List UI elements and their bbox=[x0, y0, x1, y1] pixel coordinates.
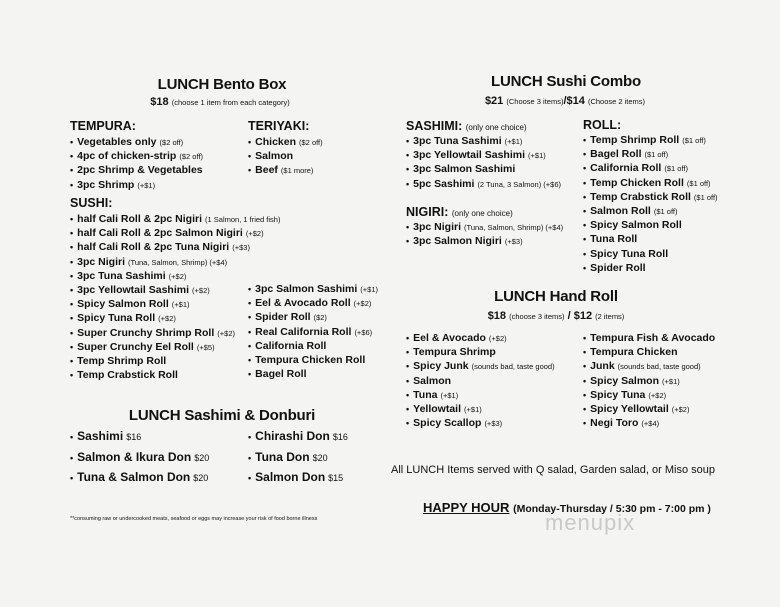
menu-item-note: (+$1) bbox=[440, 390, 459, 400]
menu-item bbox=[248, 282, 378, 296]
menu-item-name: Temp Shrimp Roll bbox=[590, 134, 680, 146]
menu-item-name: Tuna Don bbox=[255, 449, 310, 464]
menu-item-note: ($2 off) bbox=[179, 152, 203, 162]
handroll-price-2-note: (2 items) bbox=[595, 312, 625, 321]
combo-title: LUNCH Sushi Combo bbox=[491, 73, 641, 90]
sushi-list-right bbox=[248, 282, 378, 381]
combo-price bbox=[485, 95, 645, 107]
menu-item-name: 3pc Salmon Sashimi bbox=[413, 163, 516, 176]
menu-item-note: (+$2) bbox=[158, 314, 176, 324]
menu-item-name: Super Crunchy Shrimp Roll bbox=[77, 326, 215, 339]
menu-item-name: Eel & Avocado Roll bbox=[255, 297, 351, 310]
menu-item-name: half Cali Roll & 2pc Salmon Nigiri bbox=[77, 227, 243, 240]
menu-item-note: (+$2) bbox=[353, 299, 372, 309]
menu-item-note: ($1 off) bbox=[644, 150, 669, 160]
menu-item bbox=[248, 325, 378, 339]
handroll-price-2: $12 bbox=[573, 310, 593, 322]
menu-item-note: ($1 off) bbox=[686, 178, 711, 188]
sushi-header: SUSHI: bbox=[70, 196, 113, 210]
menu-item-name: Real California Roll bbox=[255, 325, 352, 338]
menu-item-note: (Tuna, Salmon, Shrimp) (+$4) bbox=[128, 257, 228, 267]
teriyaki-header: TERIYAKI: bbox=[248, 119, 310, 133]
combo-roll-header: ROLL: bbox=[583, 118, 622, 132]
menu-item-name: 5pc Sashimi bbox=[413, 177, 475, 190]
menu-item-name: Spicy Scallop bbox=[413, 417, 482, 430]
menu-item bbox=[583, 374, 715, 388]
menu-item-note: ($2) bbox=[313, 313, 327, 323]
menu-item-note: (+$2) bbox=[488, 334, 507, 343]
menu-item bbox=[583, 416, 715, 430]
menu-item-name: 3pc Tuna Sashimi bbox=[77, 269, 166, 282]
menu-item bbox=[583, 359, 715, 373]
handroll-list-left bbox=[406, 331, 555, 430]
donburi-list-right bbox=[248, 426, 348, 488]
menu-item-name: Spider Roll bbox=[255, 311, 311, 324]
menu-item bbox=[406, 374, 555, 388]
menu-item bbox=[70, 269, 280, 283]
menu-item bbox=[70, 212, 280, 226]
happy-hour-hours: (Monday-Thursday / 5:30 pm - 7:00 pm ) bbox=[513, 503, 711, 515]
menu-item bbox=[248, 353, 378, 367]
menu-item-note: (+$5) bbox=[196, 342, 215, 352]
menu-item-note: (sounds bad, taste good) bbox=[617, 362, 701, 372]
menu-item bbox=[406, 416, 555, 430]
menu-item-note: $16 bbox=[332, 432, 348, 442]
menu-item bbox=[406, 148, 561, 162]
menu-item bbox=[583, 331, 715, 345]
menu-item bbox=[248, 447, 348, 468]
menu-item-note: ($2 off) bbox=[299, 138, 323, 147]
donburi-title: LUNCH Sashimi & Donburi bbox=[128, 407, 316, 424]
combo-nigiri-header bbox=[406, 205, 513, 219]
menu-item-name: 3pc Yellowtail Sashimi bbox=[413, 149, 526, 162]
menu-item bbox=[583, 218, 718, 232]
bento-price-note: (choose 1 item from each category) bbox=[171, 98, 290, 107]
menu-item-name: 3pc Nigiri bbox=[77, 255, 126, 268]
menu-item-note: (+$1) bbox=[137, 180, 156, 190]
menu-item-name: half Cali Roll & 2pc Tuna Nigiri bbox=[77, 241, 230, 254]
donburi-list-left bbox=[70, 426, 209, 488]
menu-item bbox=[406, 177, 561, 191]
menu-item bbox=[70, 255, 280, 269]
bento-price-value: $18 bbox=[150, 96, 169, 108]
menu-item-note: (+$4) bbox=[641, 419, 660, 429]
menu-item bbox=[583, 190, 718, 204]
menu-item-note: ($1 off) bbox=[664, 164, 688, 174]
menu-item-name: Vegetables only bbox=[77, 136, 157, 148]
menu-item-name: 2pc Shrimp & Vegetables bbox=[77, 164, 203, 177]
combo-price-3-note: (Choose 3 items) bbox=[506, 97, 564, 106]
menu-item-name: Spider Roll bbox=[590, 261, 646, 274]
menu-item-note: (+$1) bbox=[504, 137, 523, 146]
menu-item-note: (+$2) bbox=[648, 390, 667, 400]
menu-item-name: Spicy Tuna Roll bbox=[590, 247, 669, 260]
handroll-price-3-note: (choose 3 items) bbox=[509, 312, 565, 321]
menu-item-name: Yellowtail bbox=[413, 402, 462, 415]
menu-item-name: Tuna & Salmon Don bbox=[77, 470, 191, 484]
bento-price bbox=[150, 96, 289, 108]
handroll-price-3: $18 bbox=[487, 310, 507, 322]
menu-item bbox=[406, 402, 555, 416]
menu-item-note: (+$3) bbox=[232, 243, 250, 253]
menu-item-note: $20 bbox=[312, 452, 328, 463]
combo-roll-list bbox=[583, 133, 718, 275]
menu-item-note: (+$1) bbox=[528, 151, 546, 161]
menu-item-name: Bagel Roll bbox=[255, 368, 307, 381]
disclaimer: **consuming raw or undercooked meats, seafood or eggs may increase your risk of food borne illness bbox=[70, 516, 318, 522]
menu-item-name: California Roll bbox=[255, 339, 327, 352]
menu-item-name: 3pc Salmon Nigiri bbox=[413, 235, 502, 248]
menu-item-note: (+$1) bbox=[171, 300, 190, 310]
watermark-logo: menupix bbox=[545, 510, 636, 535]
menu-item bbox=[70, 163, 203, 177]
menu-item bbox=[70, 426, 209, 447]
menu-item-note: (+$1) bbox=[464, 404, 482, 414]
menu-item bbox=[70, 226, 280, 240]
menu-item-name: 3pc Yellowtail Sashimi bbox=[77, 283, 190, 296]
menu-item bbox=[248, 467, 348, 488]
menu-item-note: ($1 off) bbox=[693, 192, 718, 202]
menu-item bbox=[583, 232, 718, 246]
menu-item bbox=[583, 261, 718, 275]
menu-item bbox=[406, 331, 555, 345]
menu-item-name: half Cali Roll & 2pc Nigiri bbox=[77, 213, 203, 225]
menu-item bbox=[406, 359, 555, 373]
menu-item-name: Temp Shrimp Roll bbox=[77, 354, 167, 367]
menu-item-name: Eel & Avocado bbox=[413, 332, 486, 344]
menu-item-name: Temp Crabstick Roll bbox=[590, 190, 691, 203]
menu-item-note: (+$2) bbox=[671, 404, 690, 414]
combo-sashimi-list bbox=[406, 134, 561, 191]
menu-item bbox=[70, 135, 203, 149]
menu-item bbox=[583, 247, 718, 261]
menu-item-note: (1 Salmon, 1 fried fish) bbox=[205, 215, 281, 224]
combo-sashimi-label: SASHIMI: bbox=[406, 119, 463, 133]
menu-item-name: Salmon & Ikura Don bbox=[77, 449, 192, 464]
teriyaki-list bbox=[248, 135, 323, 178]
menu-item bbox=[70, 467, 209, 488]
menu-item-name: Spicy Junk bbox=[413, 360, 469, 373]
menu-item-name: 4pc of chicken-strip bbox=[77, 150, 177, 163]
menu-item bbox=[248, 163, 323, 177]
happy-hour-label: HAPPY HOUR bbox=[423, 500, 510, 515]
menu-item-name: 3pc Nigiri bbox=[413, 221, 462, 233]
combo-price-2: $14 bbox=[566, 95, 585, 107]
menu-item-name: Tempura Fish & Avocado bbox=[590, 332, 716, 344]
menu-item-name: Spicy Salmon Roll bbox=[77, 298, 169, 311]
menu-item bbox=[70, 178, 203, 192]
menu-item bbox=[248, 296, 378, 310]
menu-item-note: (+$3) bbox=[504, 237, 523, 247]
menu-item-name: Spicy Salmon bbox=[590, 374, 660, 387]
menu-item-name: Salmon Don bbox=[255, 470, 326, 484]
menu-item bbox=[583, 345, 715, 359]
combo-price-2-note: (Choose 2 items) bbox=[587, 97, 646, 106]
menu-item bbox=[406, 345, 555, 359]
menu-item-name: Spicy Salmon Roll bbox=[590, 219, 682, 232]
menu-item bbox=[583, 161, 718, 175]
menu-item-name: Salmon bbox=[413, 374, 452, 387]
menu-item-name: Junk bbox=[590, 360, 615, 373]
combo-nigiri-note: (only one choice) bbox=[451, 209, 513, 218]
menu-item-note: $15 bbox=[328, 473, 344, 483]
combo-nigiri-label: NIGIRI: bbox=[406, 205, 449, 219]
menu-item-note: $16 bbox=[126, 432, 142, 442]
handroll-title: LUNCH Hand Roll bbox=[494, 288, 618, 305]
menu-item-name: Super Crunchy Eel Roll bbox=[77, 340, 194, 353]
menu-item-note: $20 bbox=[193, 473, 209, 483]
menu-item-name: Bagel Roll bbox=[590, 148, 642, 161]
menu-item-name: 3pc Salmon Sashimi bbox=[255, 283, 358, 295]
menu-item-note: ($1 more) bbox=[280, 166, 314, 176]
menu-item-name: California Roll bbox=[590, 162, 662, 175]
menu-item-name: Chirashi Don bbox=[255, 429, 330, 443]
menu-item-note: $20 bbox=[194, 452, 210, 463]
bento-title: LUNCH Bento Box bbox=[157, 76, 287, 93]
menu-item-note: ($2 off) bbox=[159, 138, 184, 147]
combo-sashimi-header bbox=[406, 119, 527, 133]
menu-item-note: (+$3) bbox=[484, 419, 503, 429]
menu-item-note: ($1 off) bbox=[682, 136, 706, 145]
menu-item-note: (+$2) bbox=[245, 229, 264, 239]
menu-item bbox=[583, 388, 715, 402]
handroll-price-sep: / bbox=[564, 310, 574, 322]
menu-item bbox=[70, 240, 280, 254]
menu-item-name: 3pc Shrimp bbox=[77, 178, 135, 191]
menu-item-name: Beef bbox=[255, 164, 278, 177]
combo-sashimi-note: (only one choice) bbox=[465, 123, 527, 132]
menu-item bbox=[248, 135, 323, 149]
menu-item bbox=[70, 149, 203, 163]
menu-item-name: Salmon bbox=[255, 150, 294, 163]
combo-price-sep: / bbox=[563, 95, 567, 107]
menu-item bbox=[248, 149, 323, 163]
menu-item-note: (+$2) bbox=[217, 328, 235, 338]
menu-item bbox=[583, 147, 718, 161]
menu-item bbox=[248, 310, 378, 324]
tempura-header: TEMPURA: bbox=[70, 119, 136, 133]
menu-item-name: 3pc Tuna Sashimi bbox=[413, 135, 502, 147]
menu-item bbox=[583, 133, 718, 147]
served-with-note: All LUNCH Items served with Q salad, Garden salad, or Miso soup bbox=[390, 464, 716, 476]
combo-price-3: $21 bbox=[484, 95, 504, 107]
menu-item-note: (2 Tuna, 3 Salmon) (+$6) bbox=[477, 179, 562, 189]
menu-item-note: (+$1) bbox=[662, 376, 680, 386]
menu-item-name: Temp Chicken Roll bbox=[590, 176, 684, 189]
menu-item bbox=[406, 234, 563, 248]
tempura-list bbox=[70, 135, 203, 192]
menu-item-note: (+$6) bbox=[354, 327, 373, 337]
menu-item-name: Negi Toro bbox=[590, 417, 639, 430]
menu-item-note: (sounds bad, taste good) bbox=[471, 362, 555, 372]
menu-item bbox=[406, 162, 561, 176]
menu-item-note: (+$2) bbox=[168, 271, 187, 281]
combo-nigiri-list bbox=[406, 220, 563, 248]
menu-item-name: Tuna bbox=[413, 388, 438, 401]
menu-item bbox=[583, 402, 715, 416]
menu-item bbox=[406, 220, 563, 234]
menu-item bbox=[583, 176, 718, 190]
menu-item-name: Salmon Roll bbox=[590, 204, 651, 217]
menu-item-name: Spicy Tuna Roll bbox=[77, 312, 156, 325]
menu-item-name: Chicken bbox=[255, 136, 297, 148]
menu-item bbox=[248, 367, 378, 381]
menu-item-name: Tempura Chicken bbox=[590, 346, 678, 359]
menu-item-note: (+$2) bbox=[192, 285, 210, 295]
handroll-list-right bbox=[583, 331, 715, 430]
menu-item bbox=[70, 447, 209, 468]
handroll-price bbox=[488, 310, 625, 322]
menu-item bbox=[248, 426, 348, 447]
menu-item-note: (Tuna, Salmon, Shrimp) (+$4) bbox=[464, 223, 564, 232]
menu-item-note: (+$1) bbox=[360, 285, 378, 294]
menu-item-name: Spicy Tuna bbox=[590, 388, 646, 401]
menu-item-name: Temp Crabstick Roll bbox=[77, 369, 178, 382]
menu-item-name: Spicy Yellowtail bbox=[590, 402, 669, 415]
menu-item bbox=[248, 339, 378, 353]
menu-item-name: Tempura Chicken Roll bbox=[255, 353, 366, 366]
menu-item bbox=[583, 204, 718, 218]
menu-item-name: Tempura Shrimp bbox=[413, 346, 496, 359]
menu-item-name: Sashimi bbox=[77, 429, 124, 443]
menu-item-name: Tuna Roll bbox=[590, 233, 638, 246]
menu-item-note: ($1 off) bbox=[653, 206, 678, 216]
menu-item bbox=[406, 388, 555, 402]
menu-item bbox=[406, 134, 561, 148]
